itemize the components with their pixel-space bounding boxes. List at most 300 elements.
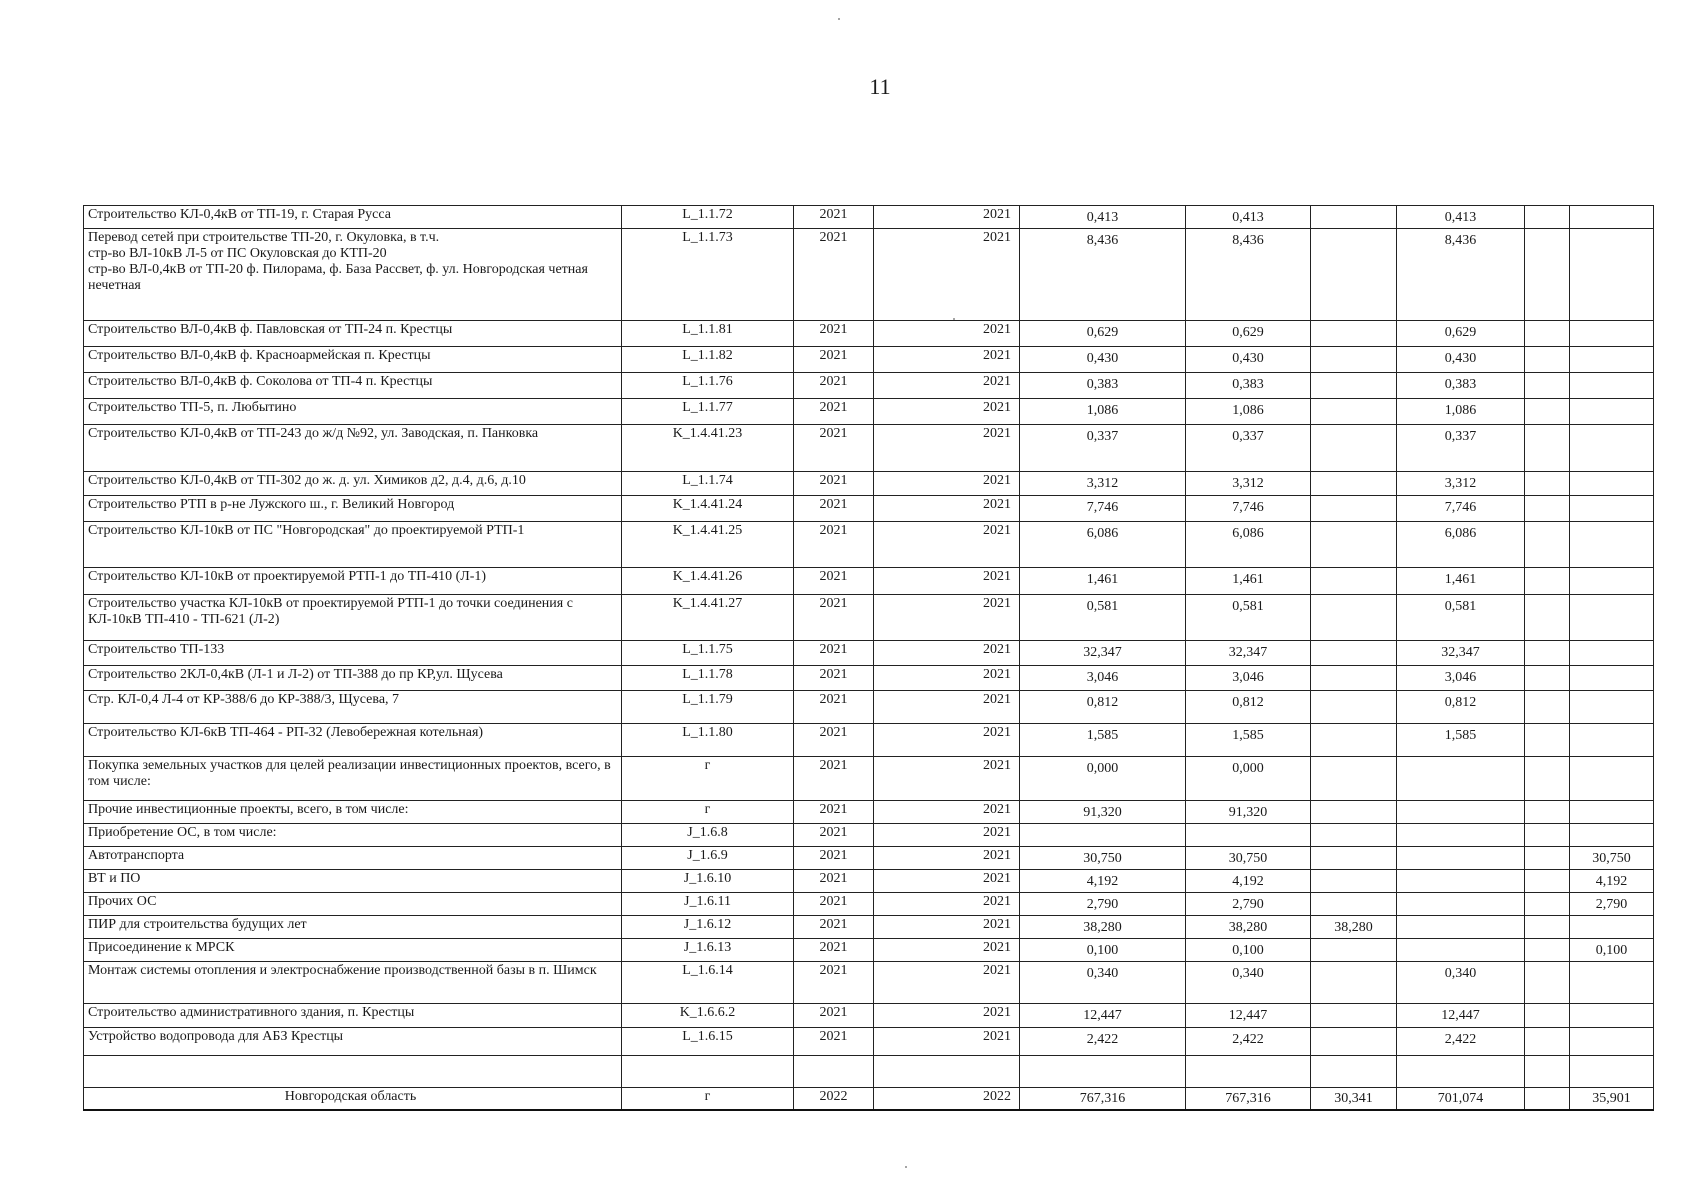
cell-c4: 3,312 xyxy=(1397,472,1525,496)
cell-c3 xyxy=(1311,870,1397,893)
cell-c6 xyxy=(1570,724,1654,757)
cell-c6 xyxy=(1570,916,1654,939)
cell-name: Строительство КЛ-10кВ от проектируемой РТП-1 до ТП-410 (Л-1) xyxy=(84,568,622,595)
cell-c1: 2,422 xyxy=(1020,1028,1186,1056)
cell-year-start xyxy=(794,1056,874,1088)
cell-year-start: 2021 xyxy=(794,1028,874,1056)
cell-year-start: 2021 xyxy=(794,916,874,939)
cell-c6 xyxy=(1570,1056,1654,1088)
cell-c1: 6,086 xyxy=(1020,522,1186,568)
cell-c4: 0,383 xyxy=(1397,373,1525,399)
cell-c5 xyxy=(1525,347,1570,373)
cell-name: ВТ и ПО xyxy=(84,870,622,893)
cell-name: Строительство 2КЛ-0,4кВ (Л-1 и Л-2) от ТП-388 до пр КР,ул. Щусева xyxy=(84,666,622,691)
cell-c4: 0,812 xyxy=(1397,691,1525,724)
cell-c2: 1,585 xyxy=(1186,724,1311,757)
cell-name: Перевод сетей при строительстве ТП-20, г. Окуловка, в т.ч. стр-во ВЛ-10кВ Л-5 от ПС Окуловская до КТП-20 стр-во ВЛ-0,4кВ от ТП-20 ф. Пилорама, ф. База Рассвет, ф. ул. Новгородская четная нечетная xyxy=(84,229,622,321)
scan-speck xyxy=(953,318,955,320)
cell-c4: 3,046 xyxy=(1397,666,1525,691)
cell-c5 xyxy=(1525,206,1570,229)
cell-c1: 0,100 xyxy=(1020,939,1186,962)
cell-c3 xyxy=(1311,472,1397,496)
cell-year-end: 2021 xyxy=(874,824,1020,847)
cell-c5 xyxy=(1525,666,1570,691)
cell-name: Строительство КЛ-6кВ ТП-464 - РП-32 (Левобережная котельная) xyxy=(84,724,622,757)
table-row xyxy=(84,916,1654,939)
cell-c5 xyxy=(1525,801,1570,824)
cell-c4: 2,422 xyxy=(1397,1028,1525,1056)
cell-c5 xyxy=(1525,321,1570,347)
cell-year-end: 2021 xyxy=(874,373,1020,399)
cell-c4 xyxy=(1397,893,1525,916)
cell-c4 xyxy=(1397,801,1525,824)
cell-c5 xyxy=(1525,472,1570,496)
cell-c5 xyxy=(1525,522,1570,568)
cell-name: Прочие инвестиционные проекты, всего, в том числе: xyxy=(84,801,622,824)
cell-c3: 30,341 xyxy=(1311,1088,1397,1111)
cell-year-start: 2021 xyxy=(794,321,874,347)
cell-year-start: 2021 xyxy=(794,373,874,399)
cell-code: L_1.1.81 xyxy=(622,321,794,347)
cell-year-start: 2021 xyxy=(794,522,874,568)
cell-c2 xyxy=(1186,1056,1311,1088)
cell-c6 xyxy=(1570,425,1654,472)
cell-name: Приобретение ОС, в том числе: xyxy=(84,824,622,847)
cell-c6 xyxy=(1570,641,1654,666)
cell-c1 xyxy=(1020,824,1186,847)
cell-c5 xyxy=(1525,496,1570,522)
table-row xyxy=(84,1004,1654,1028)
cell-c2: 1,086 xyxy=(1186,399,1311,425)
cell-name: Строительство участка КЛ-10кВ от проектируемой РТП-1 до точки соединения с КЛ-10кВ ТП-410 - ТП-621 (Л-2) xyxy=(84,595,622,641)
cell-c2: 32,347 xyxy=(1186,641,1311,666)
table-row xyxy=(84,939,1654,962)
cell-c3 xyxy=(1311,595,1397,641)
cell-code: L_1.1.78 xyxy=(622,666,794,691)
cell-year-end: 2021 xyxy=(874,916,1020,939)
cell-c5 xyxy=(1525,939,1570,962)
cell-c5 xyxy=(1525,916,1570,939)
cell-c6 xyxy=(1570,595,1654,641)
cell-c2: 0,430 xyxy=(1186,347,1311,373)
cell-c1: 3,312 xyxy=(1020,472,1186,496)
cell-c3 xyxy=(1311,522,1397,568)
cell-c6: 35,901 xyxy=(1570,1088,1654,1111)
cell-c1: 91,320 xyxy=(1020,801,1186,824)
page-number: 11 xyxy=(869,74,891,99)
cell-c6 xyxy=(1570,321,1654,347)
cell-c5 xyxy=(1525,870,1570,893)
cell-year-start: 2021 xyxy=(794,229,874,321)
table-row xyxy=(84,724,1654,757)
scan-speck xyxy=(905,1166,907,1168)
table-body xyxy=(84,206,1654,1111)
cell-c3 xyxy=(1311,229,1397,321)
cell-c1: 0,812 xyxy=(1020,691,1186,724)
cell-c1: 1,086 xyxy=(1020,399,1186,425)
cell-code: J_1.6.9 xyxy=(622,847,794,870)
cell-year-end: 2022 xyxy=(874,1088,1020,1111)
cell-c2: 4,192 xyxy=(1186,870,1311,893)
cell-code xyxy=(622,1056,794,1088)
table-row xyxy=(84,472,1654,496)
cell-year-end: 2021 xyxy=(874,229,1020,321)
table-row xyxy=(84,824,1654,847)
cell-c2: 0,100 xyxy=(1186,939,1311,962)
cell-name: Строительство ВЛ-0,4кВ ф. Соколова от ТП-4 п. Крестцы xyxy=(84,373,622,399)
cell-name xyxy=(84,1056,622,1088)
cell-c5 xyxy=(1525,757,1570,801)
cell-year-end: 2021 xyxy=(874,522,1020,568)
cell-c4: 8,436 xyxy=(1397,229,1525,321)
table-row xyxy=(84,522,1654,568)
cell-c6 xyxy=(1570,472,1654,496)
cell-c4 xyxy=(1397,824,1525,847)
cell-c4: 0,413 xyxy=(1397,206,1525,229)
cell-c3 xyxy=(1311,373,1397,399)
cell-code: K_1.4.41.26 xyxy=(622,568,794,595)
cell-c6 xyxy=(1570,666,1654,691)
cell-c1: 0,383 xyxy=(1020,373,1186,399)
cell-name: Строительство КЛ-0,4кВ от ТП-243 до ж/д №92, ул. Заводская, п. Панковка xyxy=(84,425,622,472)
cell-year-start: 2022 xyxy=(794,1088,874,1111)
cell-c6 xyxy=(1570,1004,1654,1028)
cell-c4 xyxy=(1397,870,1525,893)
table-row xyxy=(84,666,1654,691)
cell-name: Строительство КЛ-0,4кВ от ТП-302 до ж. д. ул. Химиков д2, д.4, д.6, д.10 xyxy=(84,472,622,496)
cell-c2: 3,046 xyxy=(1186,666,1311,691)
cell-c6: 4,192 xyxy=(1570,870,1654,893)
cell-c3: 38,280 xyxy=(1311,916,1397,939)
cell-c4: 0,337 xyxy=(1397,425,1525,472)
cell-c3 xyxy=(1311,496,1397,522)
cell-c3 xyxy=(1311,801,1397,824)
table-row xyxy=(84,373,1654,399)
table-row xyxy=(84,425,1654,472)
cell-c5 xyxy=(1525,824,1570,847)
cell-c6 xyxy=(1570,522,1654,568)
cell-code: L_1.1.80 xyxy=(622,724,794,757)
cell-year-end: 2021 xyxy=(874,666,1020,691)
table-row xyxy=(84,496,1654,522)
cell-c6: 2,790 xyxy=(1570,893,1654,916)
cell-c1: 7,746 xyxy=(1020,496,1186,522)
investment-table xyxy=(83,205,1654,1111)
cell-code: L_1.1.72 xyxy=(622,206,794,229)
cell-year-end: 2021 xyxy=(874,321,1020,347)
cell-c4 xyxy=(1397,939,1525,962)
cell-code: K_1.4.41.27 xyxy=(622,595,794,641)
cell-c1 xyxy=(1020,1056,1186,1088)
cell-year-start: 2021 xyxy=(794,757,874,801)
cell-year-end: 2021 xyxy=(874,847,1020,870)
cell-year-end: 2021 xyxy=(874,496,1020,522)
cell-c2: 6,086 xyxy=(1186,522,1311,568)
cell-code: K_1.4.41.24 xyxy=(622,496,794,522)
cell-code: K_1.4.41.25 xyxy=(622,522,794,568)
cell-c5 xyxy=(1525,595,1570,641)
cell-code: J_1.6.10 xyxy=(622,870,794,893)
cell-code: J_1.6.8 xyxy=(622,824,794,847)
cell-c2: 8,436 xyxy=(1186,229,1311,321)
cell-c6 xyxy=(1570,757,1654,801)
cell-name: Строительство ТП-133 xyxy=(84,641,622,666)
cell-c4: 1,585 xyxy=(1397,724,1525,757)
cell-year-start: 2021 xyxy=(794,496,874,522)
table-row xyxy=(84,870,1654,893)
cell-name: Автотранспорта xyxy=(84,847,622,870)
cell-c4: 0,581 xyxy=(1397,595,1525,641)
cell-year-start: 2021 xyxy=(794,347,874,373)
cell-code: г xyxy=(622,757,794,801)
cell-code: L_1.1.76 xyxy=(622,373,794,399)
cell-year-end: 2021 xyxy=(874,399,1020,425)
cell-c6 xyxy=(1570,229,1654,321)
cell-c2 xyxy=(1186,824,1311,847)
cell-code: L_1.1.79 xyxy=(622,691,794,724)
cell-year-start: 2021 xyxy=(794,472,874,496)
cell-year-end: 2021 xyxy=(874,206,1020,229)
cell-c6 xyxy=(1570,824,1654,847)
cell-c3 xyxy=(1311,425,1397,472)
cell-year-end: 2021 xyxy=(874,724,1020,757)
cell-year-start: 2021 xyxy=(794,870,874,893)
cell-c2: 0,337 xyxy=(1186,425,1311,472)
table-row xyxy=(84,399,1654,425)
cell-code: J_1.6.13 xyxy=(622,939,794,962)
cell-c1: 0,000 xyxy=(1020,757,1186,801)
cell-c5 xyxy=(1525,641,1570,666)
cell-c2: 2,422 xyxy=(1186,1028,1311,1056)
cell-name: Строительство РТП в р-не Лужского ш., г. Великий Новгород xyxy=(84,496,622,522)
cell-year-start: 2021 xyxy=(794,724,874,757)
cell-year-start: 2021 xyxy=(794,824,874,847)
cell-c4 xyxy=(1397,757,1525,801)
cell-c6 xyxy=(1570,399,1654,425)
cell-year-start: 2021 xyxy=(794,691,874,724)
cell-c4: 0,340 xyxy=(1397,962,1525,1004)
cell-c5 xyxy=(1525,229,1570,321)
cell-c5 xyxy=(1525,847,1570,870)
cell-c1: 2,790 xyxy=(1020,893,1186,916)
cell-code: г xyxy=(622,801,794,824)
cell-year-end: 2021 xyxy=(874,347,1020,373)
cell-c1: 12,447 xyxy=(1020,1004,1186,1028)
cell-c6 xyxy=(1570,691,1654,724)
cell-year-end: 2021 xyxy=(874,801,1020,824)
cell-c5 xyxy=(1525,691,1570,724)
cell-c1: 0,413 xyxy=(1020,206,1186,229)
cell-c3 xyxy=(1311,347,1397,373)
cell-year-start: 2021 xyxy=(794,847,874,870)
cell-c2: 91,320 xyxy=(1186,801,1311,824)
cell-c3 xyxy=(1311,939,1397,962)
cell-c1: 3,046 xyxy=(1020,666,1186,691)
cell-c2: 767,316 xyxy=(1186,1088,1311,1111)
cell-c5 xyxy=(1525,962,1570,1004)
cell-name: Строительство ТП-5, п. Любытино xyxy=(84,399,622,425)
cell-code: L_1.1.73 xyxy=(622,229,794,321)
cell-c2: 38,280 xyxy=(1186,916,1311,939)
cell-year-start: 2021 xyxy=(794,939,874,962)
cell-c4: 0,430 xyxy=(1397,347,1525,373)
cell-year-end: 2021 xyxy=(874,1004,1020,1028)
cell-name: Строительство административного здания, п. Крестцы xyxy=(84,1004,622,1028)
table-row xyxy=(84,321,1654,347)
table-row xyxy=(84,206,1654,229)
cell-code: K_1.4.41.23 xyxy=(622,425,794,472)
cell-c2: 0,340 xyxy=(1186,962,1311,1004)
cell-c1: 38,280 xyxy=(1020,916,1186,939)
cell-c1: 1,461 xyxy=(1020,568,1186,595)
cell-code: L_1.6.14 xyxy=(622,962,794,1004)
table-row xyxy=(84,1028,1654,1056)
cell-code: L_1.1.77 xyxy=(622,399,794,425)
cell-c5 xyxy=(1525,1004,1570,1028)
table-row xyxy=(84,847,1654,870)
cell-code: L_1.1.74 xyxy=(622,472,794,496)
cell-year-end: 2021 xyxy=(874,472,1020,496)
cell-code: J_1.6.12 xyxy=(622,916,794,939)
cell-c3 xyxy=(1311,962,1397,1004)
cell-year-end: 2021 xyxy=(874,893,1020,916)
cell-c1: 8,436 xyxy=(1020,229,1186,321)
cell-name: Строительство ВЛ-0,4кВ ф. Красноармейская п. Крестцы xyxy=(84,347,622,373)
cell-name: Устройство водопровода для АБЗ Крестцы xyxy=(84,1028,622,1056)
table-row xyxy=(84,1056,1654,1088)
cell-year-end: 2021 xyxy=(874,691,1020,724)
cell-year-end xyxy=(874,1056,1020,1088)
cell-code: J_1.6.11 xyxy=(622,893,794,916)
cell-c4 xyxy=(1397,1056,1525,1088)
cell-code: L_1.1.75 xyxy=(622,641,794,666)
cell-c4: 32,347 xyxy=(1397,641,1525,666)
cell-c2: 0,413 xyxy=(1186,206,1311,229)
cell-c4: 6,086 xyxy=(1397,522,1525,568)
table-row xyxy=(84,229,1654,321)
cell-c6: 30,750 xyxy=(1570,847,1654,870)
cell-c2: 30,750 xyxy=(1186,847,1311,870)
cell-year-end: 2021 xyxy=(874,568,1020,595)
cell-c1: 4,192 xyxy=(1020,870,1186,893)
cell-c6 xyxy=(1570,373,1654,399)
cell-c3 xyxy=(1311,568,1397,595)
cell-year-start: 2021 xyxy=(794,399,874,425)
cell-c2: 0,383 xyxy=(1186,373,1311,399)
cell-name: Строительство КЛ-10кВ от ПС "Новгородская" до проектируемой РТП-1 xyxy=(84,522,622,568)
cell-c3 xyxy=(1311,666,1397,691)
cell-c4: 0,629 xyxy=(1397,321,1525,347)
cell-year-end: 2021 xyxy=(874,870,1020,893)
cell-c4: 701,074 xyxy=(1397,1088,1525,1111)
cell-name: Строительство ВЛ-0,4кВ ф. Павловская от ТП-24 п. Крестцы xyxy=(84,321,622,347)
cell-year-end: 2021 xyxy=(874,962,1020,1004)
cell-c2: 0,812 xyxy=(1186,691,1311,724)
cell-c3 xyxy=(1311,641,1397,666)
cell-year-start: 2021 xyxy=(794,666,874,691)
cell-c4 xyxy=(1397,916,1525,939)
cell-name: Строительство КЛ-0,4кВ от ТП-19, г. Старая Русса xyxy=(84,206,622,229)
cell-c4: 12,447 xyxy=(1397,1004,1525,1028)
cell-c3 xyxy=(1311,691,1397,724)
cell-c5 xyxy=(1525,1028,1570,1056)
cell-year-start: 2021 xyxy=(794,425,874,472)
cell-year-start: 2021 xyxy=(794,962,874,1004)
cell-name: Прочих ОС xyxy=(84,893,622,916)
cell-name: ПИР для строительства будущих лет xyxy=(84,916,622,939)
table-row xyxy=(84,962,1654,1004)
cell-c3 xyxy=(1311,757,1397,801)
cell-year-start: 2021 xyxy=(794,206,874,229)
cell-year-end: 2021 xyxy=(874,1028,1020,1056)
cell-c4: 7,746 xyxy=(1397,496,1525,522)
cell-c3 xyxy=(1311,724,1397,757)
table-row xyxy=(84,595,1654,641)
cell-name: Присоединение к МРСК xyxy=(84,939,622,962)
cell-c2: 0,629 xyxy=(1186,321,1311,347)
cell-c6 xyxy=(1570,568,1654,595)
cell-c3 xyxy=(1311,1028,1397,1056)
cell-c4: 1,086 xyxy=(1397,399,1525,425)
cell-c2: 7,746 xyxy=(1186,496,1311,522)
cell-c3 xyxy=(1311,206,1397,229)
cell-c5 xyxy=(1525,399,1570,425)
table-row xyxy=(84,347,1654,373)
cell-year-start: 2021 xyxy=(794,641,874,666)
table-row xyxy=(84,568,1654,595)
cell-code: г xyxy=(622,1088,794,1111)
cell-year-start: 2021 xyxy=(794,893,874,916)
cell-year-end: 2021 xyxy=(874,425,1020,472)
cell-code: L_1.1.82 xyxy=(622,347,794,373)
cell-c6 xyxy=(1570,347,1654,373)
cell-code: L_1.6.15 xyxy=(622,1028,794,1056)
table-row xyxy=(84,641,1654,666)
cell-c3 xyxy=(1311,321,1397,347)
cell-c3 xyxy=(1311,1004,1397,1028)
table-row xyxy=(84,691,1654,724)
cell-code: K_1.6.6.2 xyxy=(622,1004,794,1028)
cell-c5 xyxy=(1525,568,1570,595)
scan-speck xyxy=(838,18,840,20)
cell-c2: 1,461 xyxy=(1186,568,1311,595)
cell-c3 xyxy=(1311,399,1397,425)
cell-c6: 0,100 xyxy=(1570,939,1654,962)
cell-name: Монтаж системы отопления и электроснабжение производственной базы в п. Шимск xyxy=(84,962,622,1004)
cell-year-end: 2021 xyxy=(874,595,1020,641)
cell-year-start: 2021 xyxy=(794,801,874,824)
table-row xyxy=(84,757,1654,801)
cell-c1: 0,629 xyxy=(1020,321,1186,347)
cell-c5 xyxy=(1525,893,1570,916)
cell-c6 xyxy=(1570,962,1654,1004)
cell-name: Новгородская область xyxy=(84,1088,622,1111)
cell-year-start: 2021 xyxy=(794,1004,874,1028)
cell-c1: 0,581 xyxy=(1020,595,1186,641)
cell-c5 xyxy=(1525,724,1570,757)
cell-c3 xyxy=(1311,824,1397,847)
cell-year-start: 2021 xyxy=(794,568,874,595)
cell-c2: 0,000 xyxy=(1186,757,1311,801)
cell-year-start: 2021 xyxy=(794,595,874,641)
cell-c6 xyxy=(1570,496,1654,522)
total-row xyxy=(84,1088,1654,1111)
cell-year-end: 2021 xyxy=(874,939,1020,962)
cell-c5 xyxy=(1525,1056,1570,1088)
table-row xyxy=(84,893,1654,916)
cell-c5 xyxy=(1525,373,1570,399)
cell-c5 xyxy=(1525,1088,1570,1111)
